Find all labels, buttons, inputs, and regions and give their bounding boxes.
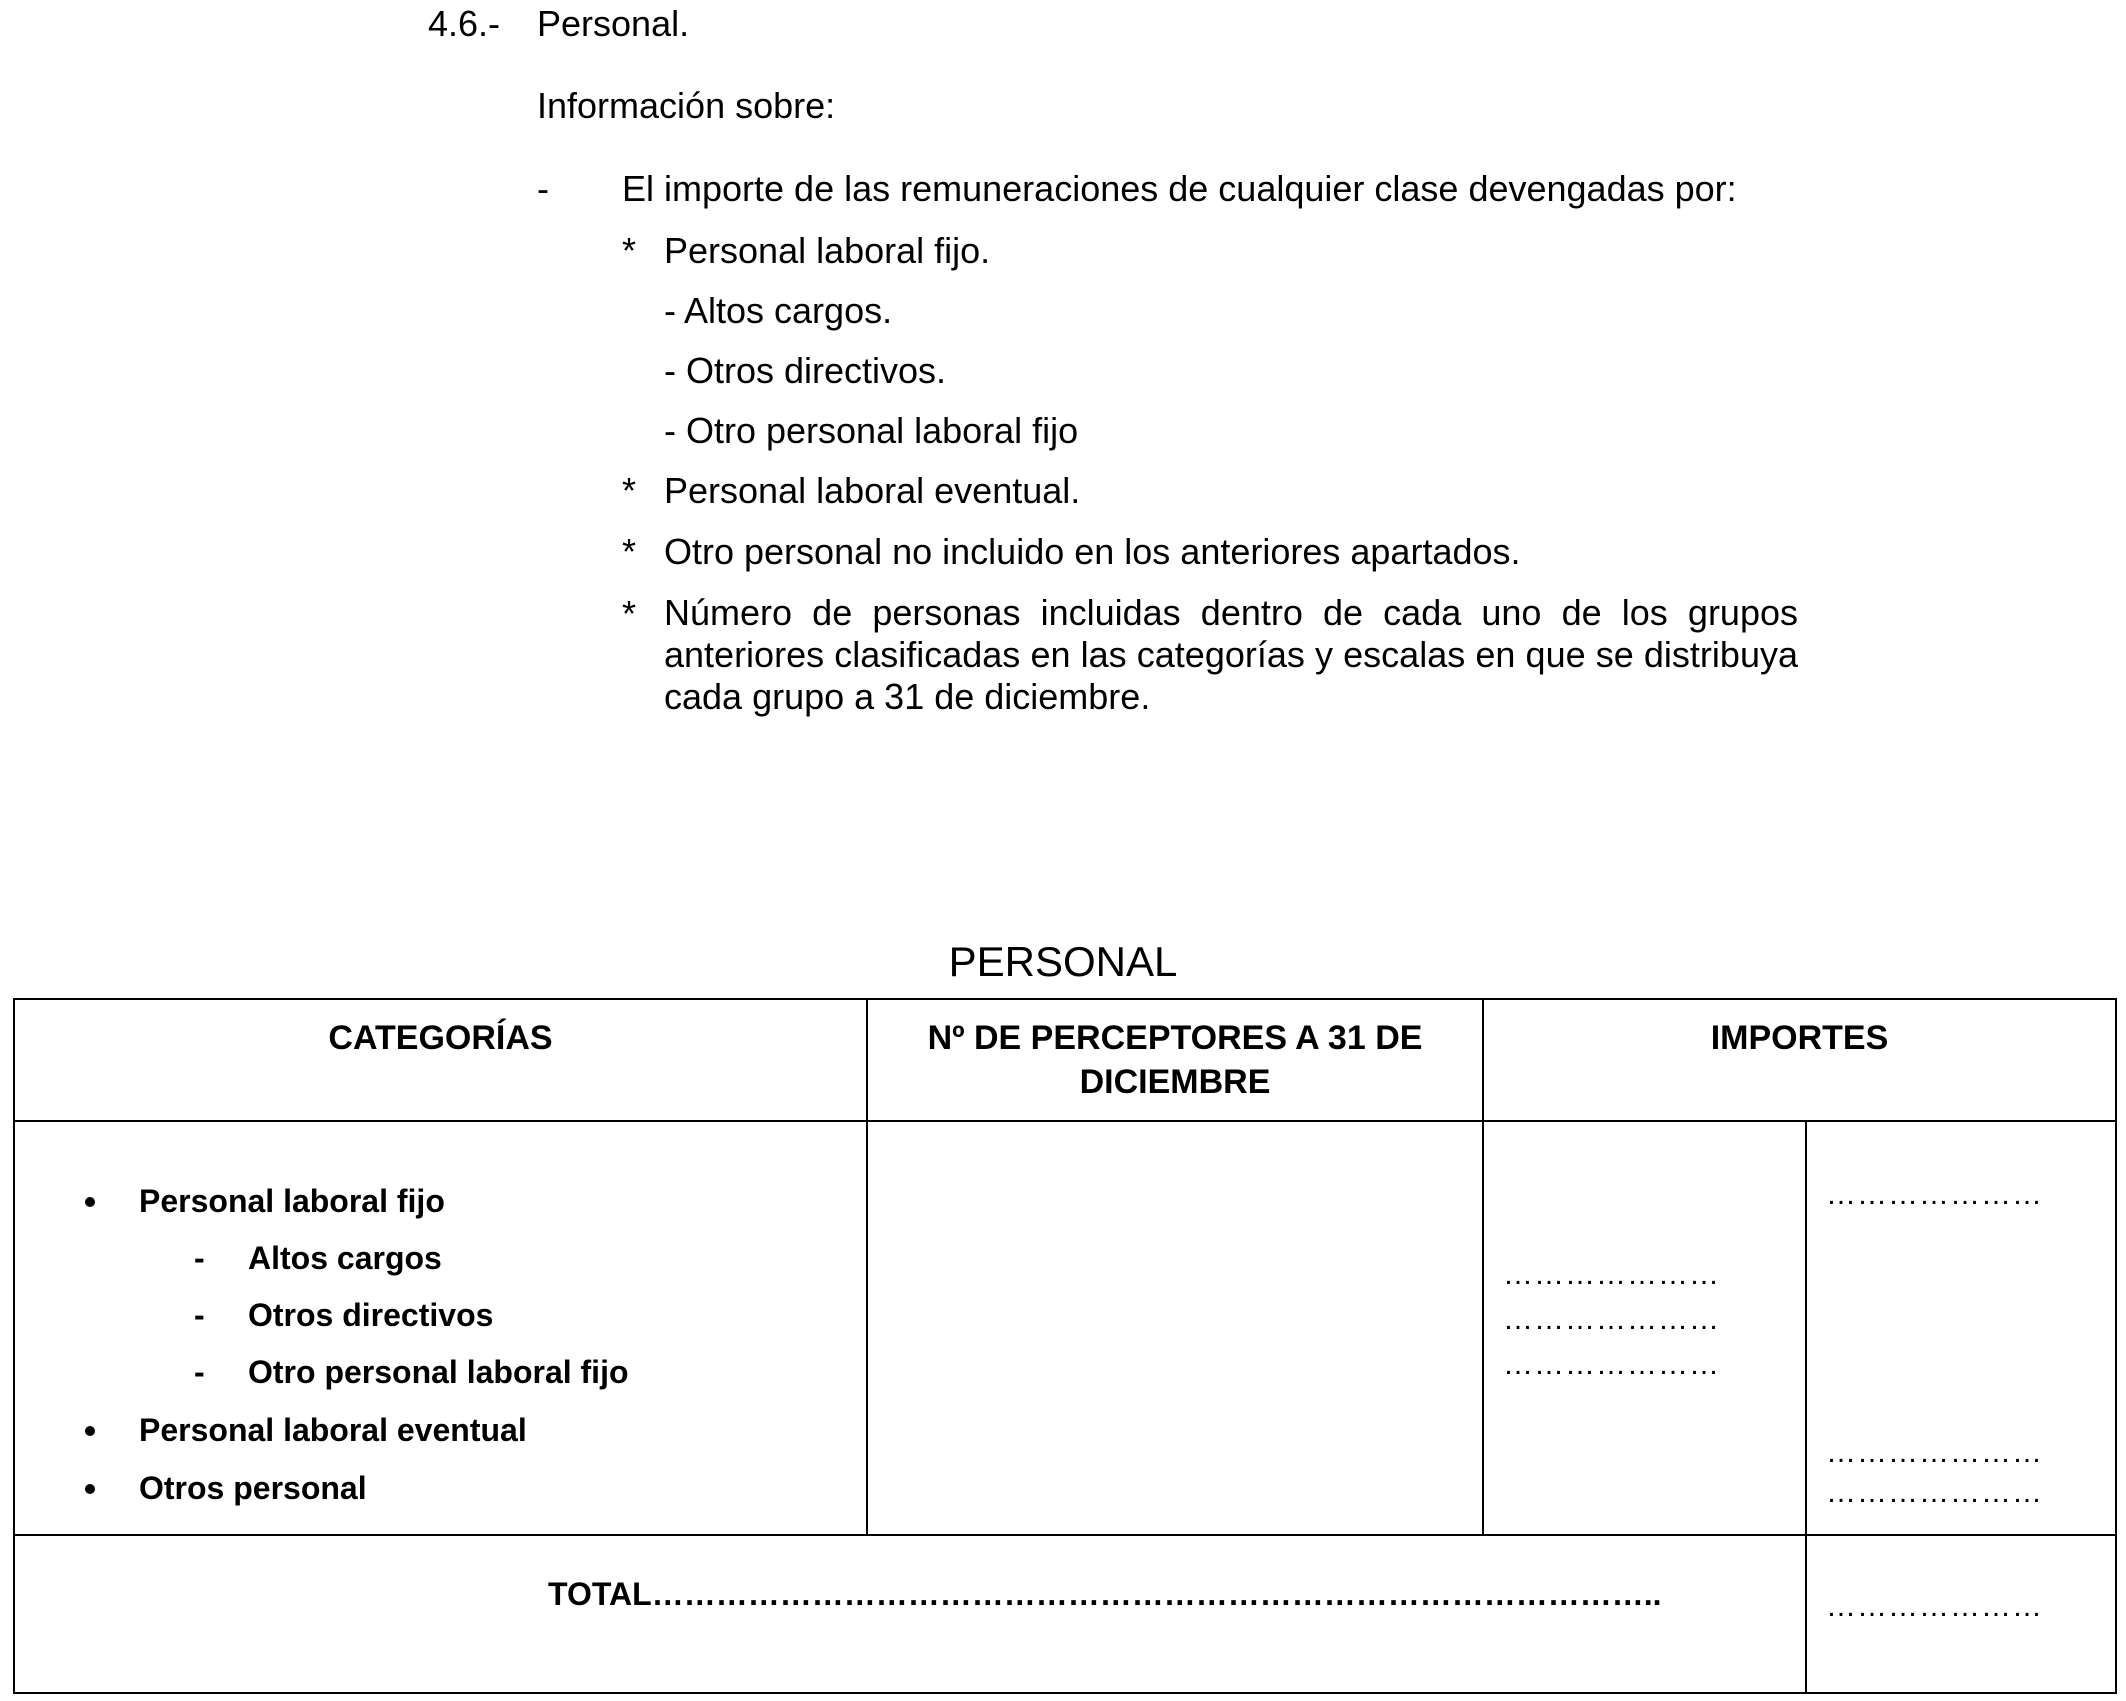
row-dash: - (194, 1240, 205, 1276)
intro-text: Información sobre: (537, 85, 836, 126)
amount-directivos-placeholder: ………………… (1503, 1303, 1720, 1336)
amount-otros-placeholder: ………………… (1826, 1476, 2043, 1509)
total-amount-placeholder: ………………… (1826, 1590, 2043, 1623)
star-marker: * (622, 230, 637, 271)
item-eventual: Personal laboral eventual. (664, 470, 1081, 511)
table-title: PERSONAL (948, 938, 1178, 985)
item-fijo: Personal laboral fijo. (664, 230, 991, 271)
star-marker: * (622, 531, 637, 572)
row-fijo: Personal laboral fijo (139, 1183, 445, 1219)
row-dash: - (194, 1354, 205, 1390)
amount-altos-placeholder: ………………… (1503, 1258, 1720, 1291)
col-divider-2 (1482, 998, 1484, 1536)
row-altos: Altos cargos (248, 1240, 442, 1276)
section-title: Personal. (537, 3, 690, 44)
amount-fijo-placeholder: ………………… (1826, 1178, 2043, 1211)
row-eventual: Personal laboral eventual (139, 1412, 527, 1448)
header-perceptores: Nº DE PERCEPTORES A 31 DE DICIEMBRE (927, 1019, 1423, 1101)
amount-otro-fijo-placeholder: ………………… (1503, 1348, 1720, 1381)
dash-text: El importe de las remuneraciones de cualquier clase devengadas por: (622, 168, 1737, 209)
sub-otro-fijo: - Otro personal laboral fijo (664, 410, 1079, 451)
bullet-icon (85, 1484, 95, 1494)
header-categorias: CATEGORÍAS (328, 1019, 553, 1057)
total-divider (13, 1534, 2117, 1536)
sub-directivos: - Otros directivos. (664, 350, 947, 391)
row-otro-fijo: Otro personal laboral fijo (248, 1354, 629, 1390)
bullet-icon (85, 1426, 95, 1436)
item-otro: Otro personal no incluido en los anteriores apartados. (664, 531, 1521, 572)
total-label: TOTAL………………………………………………………………………………….. (548, 1576, 1662, 1612)
bullet-icon (85, 1197, 95, 1207)
row-dash: - (194, 1297, 205, 1333)
dash-marker: - (537, 168, 549, 209)
star-marker: * (622, 593, 637, 634)
row-otros: Otros personal (139, 1470, 367, 1506)
col-divider-3 (1805, 1120, 1807, 1694)
header-divider (13, 1120, 2117, 1122)
row-directivos: Otros directivos (248, 1297, 494, 1333)
item-numero: Número de personas incluidas dentro de cada uno de los grupos anteriores clasificadas en las categorías y escalas en que se distribuya cada grupo a 31 de diciembre. (664, 592, 1798, 717)
sub-altos: - Altos cargos. (664, 290, 893, 331)
header-importes: IMPORTES (1710, 1019, 1889, 1057)
star-marker: * (622, 470, 637, 511)
section-number: 4.6.- (428, 3, 501, 44)
amount-eventual-placeholder: ………………… (1826, 1436, 2043, 1469)
